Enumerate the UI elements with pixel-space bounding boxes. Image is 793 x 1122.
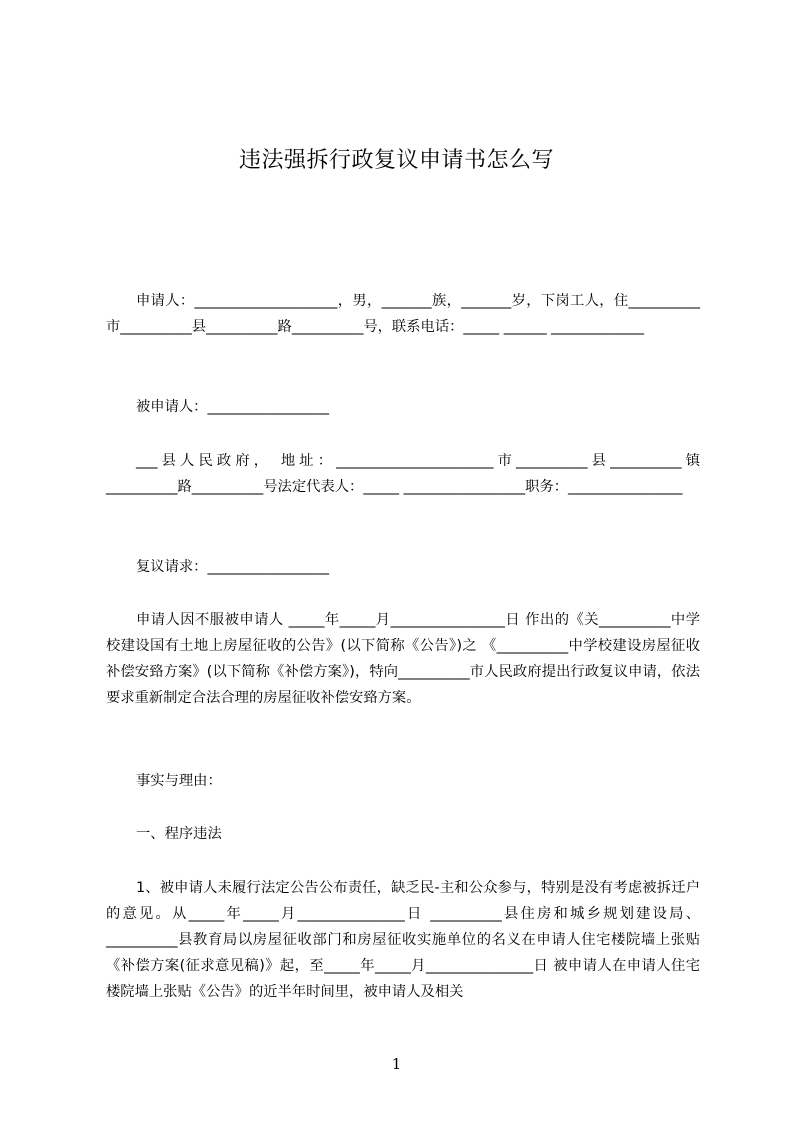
request-paragraph xyxy=(106,554,700,580)
item1-paragraph xyxy=(106,875,700,1005)
request-detail-paragraph xyxy=(106,607,700,711)
respondent-text: 被申请人：_________________ xyxy=(136,399,330,415)
applicant-text: 申请人：____________________，男，_______族，_______岁，下岗工人，住__________市__________县__________路__________号，联系电话：_____ ______ _____________ xyxy=(106,293,700,335)
section1-heading xyxy=(106,821,700,847)
facts-heading xyxy=(106,768,700,794)
facts-heading-text: 事实与理由： xyxy=(136,773,222,789)
respondent-detail-paragraph xyxy=(106,448,700,500)
respondent-detail-text: ___县人民政府， 地址：______________________市__________县__________镇__________路__________号法定代表人：_____ _________________职务：________________ xyxy=(106,453,700,495)
document-title: 违法强拆行政复议申请书怎么写 xyxy=(238,148,554,173)
request-detail-text: 申请人因不服被申请人 _____年_____月________________日 作出的《关__________中学校建设国有土地上房屋征收的公告》(以下简称《公告》)之 《__________中学校建设房屋征收补偿安臵方案》(以下简称《补偿方案》)，特向__________市人民政府提出行政复议申请，依法要求重新制定合法合理的房屋征收补偿安臵方案。 xyxy=(106,612,700,706)
applicant-paragraph xyxy=(106,288,700,340)
item1-text: 1、被申请人未履行法定公告公布责任，缺乏民-主和公众参与，特别是没有考虑被拆迁户的意见。从_____年_____月_______________日 __________县住房和城乡规划建设局、__________县教育局以房屋征收部门和房屋征收实施单位的名义在申请人住宅楼院墙上张贴《补偿方案(征求意见稿)》起，至_____年_____月_______________日 被申请人在申请人住宅楼院墙上张贴《公告》的近半年时间里，被申请人及相关 xyxy=(106,880,700,1000)
respondent-paragraph xyxy=(106,394,700,420)
page-number: 1 xyxy=(391,1055,402,1073)
section1-heading-text: 一、程序违法 xyxy=(136,826,222,842)
request-text: 复议请求：_________________ xyxy=(136,559,330,575)
